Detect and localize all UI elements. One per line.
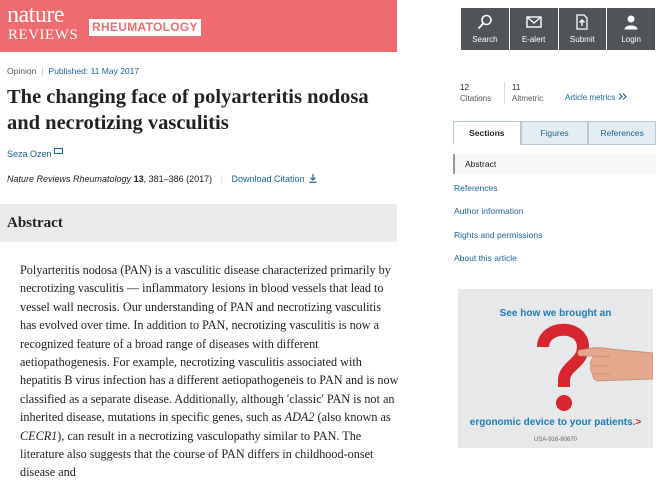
abstract-text-part: ), can result in a necrotizing vasculopathy similar to PAN. The literature also suggests that the course of PAN differs in childhood-onset disease and bbox=[20, 428, 374, 480]
meta-separator: | bbox=[41, 66, 44, 76]
login-button[interactable] bbox=[607, 8, 655, 50]
abstract-text bbox=[20, 261, 400, 482]
citations-metric[interactable] bbox=[460, 82, 491, 104]
sidebar-item-about-this-article[interactable]: About this article bbox=[454, 253, 517, 263]
journal-banner[interactable] bbox=[0, 0, 397, 52]
search-button[interactable] bbox=[461, 8, 509, 50]
abstract-text-part: Polyarteritis nodosa (PAN) is a vasculitic disease characterized primarily by necrotizing vasculitis — inflammatory lesions in blood vessels that lead to vessel wall necrosis. Our understanding of PAN and necrotizing vasculitis has evolved over time. In addition to PAN, necrotizing vasculitis is now a recognized feature of a broad range of diseases with different aetiopathogenesis. For example, necrotizing vasculitis associated with hepatitis B virus infection has a different aetiopathogeneis to PAN and is now classified as a separate disease. Additionally, although 'classic' PAN is not an inherited disease, mutations in specific genes, such as bbox=[20, 263, 399, 425]
chevron-right-icon: > bbox=[635, 417, 642, 428]
submit-button[interactable] bbox=[559, 8, 607, 50]
author-link[interactable]: Seza Ozen bbox=[7, 149, 52, 159]
article-metrics-link[interactable] bbox=[565, 93, 627, 102]
download-citation-link[interactable] bbox=[232, 174, 318, 184]
abstract-heading: Abstract bbox=[7, 215, 63, 231]
download-icon bbox=[309, 174, 317, 183]
tab-figures[interactable]: Figures bbox=[521, 121, 589, 145]
sidebar-item-rights-and-permissions[interactable]: Rights and permissions bbox=[454, 230, 543, 240]
mail-icon[interactable] bbox=[54, 148, 63, 154]
ad-tagline-text: ergonomic device to your patients. bbox=[469, 417, 636, 428]
citations-count: 12 bbox=[460, 83, 469, 92]
sidebar-item-author-information[interactable]: Author information bbox=[454, 206, 524, 216]
logo-journal-badge: RHEUMATOLOGY bbox=[89, 19, 201, 36]
download-citation-label: Download Citation bbox=[231, 174, 305, 184]
upload-icon bbox=[574, 14, 590, 30]
ad-headline: See how we brought an bbox=[499, 308, 612, 319]
citation-separator: | bbox=[220, 174, 224, 184]
advertisement[interactable] bbox=[458, 289, 653, 448]
citation-journal: Nature Reviews Rheumatology bbox=[7, 174, 132, 184]
submit-label: Submit bbox=[569, 35, 595, 44]
mail-icon bbox=[526, 14, 542, 30]
published-date: Published: 11 May 2017 bbox=[48, 66, 140, 76]
citations-label: Citations bbox=[460, 94, 492, 103]
sidebar-item-abstract[interactable]: Abstract bbox=[453, 154, 656, 174]
citation-volume: 13 bbox=[133, 174, 144, 184]
metrics-divider bbox=[504, 82, 505, 104]
tabs-divider bbox=[520, 144, 656, 145]
search-label: Search bbox=[472, 35, 498, 44]
e-alert-label: E-alert bbox=[521, 35, 546, 44]
article-type: Opinion bbox=[7, 66, 37, 76]
altmetric-count: 11 bbox=[512, 83, 521, 92]
gene-name: ADA2 bbox=[284, 410, 315, 425]
tab-references[interactable]: References bbox=[588, 121, 656, 145]
user-icon bbox=[623, 14, 639, 30]
abstract-section-header[interactable] bbox=[0, 204, 397, 242]
author-line bbox=[7, 149, 63, 159]
tab-sections[interactable]: Sections bbox=[453, 121, 521, 145]
ad-code: USA-916-80670 bbox=[533, 437, 578, 443]
logo-reviews-text: REVIEWS bbox=[8, 27, 79, 43]
article-meta bbox=[7, 66, 139, 76]
article-metrics-label: Article metrics bbox=[565, 93, 616, 102]
abstract-text-part: (also known as bbox=[314, 410, 391, 425]
login-label: Login bbox=[621, 35, 641, 44]
hand-graphic bbox=[576, 335, 653, 385]
article-metrics bbox=[460, 82, 660, 106]
altmetric-label: Altmetric bbox=[512, 94, 544, 103]
gene-name: CECR1 bbox=[20, 428, 58, 443]
altmetric-metric[interactable] bbox=[512, 82, 543, 104]
double-chevron-right-icon bbox=[618, 93, 627, 100]
search-icon bbox=[477, 14, 493, 30]
article-title: The changing face of polyarteritis nodosa and necrotizing vasculitis bbox=[7, 86, 369, 134]
citation-pages: , 381–386 (2017) bbox=[143, 174, 213, 184]
top-nav bbox=[461, 8, 655, 50]
citation-line bbox=[7, 174, 317, 184]
sidebar-item-references[interactable]: References bbox=[454, 183, 498, 193]
sidebar-tabs bbox=[453, 121, 656, 145]
e-alert-button[interactable] bbox=[510, 8, 558, 50]
ad-tagline bbox=[458, 417, 653, 428]
logo-nature-text: nature bbox=[7, 2, 64, 28]
